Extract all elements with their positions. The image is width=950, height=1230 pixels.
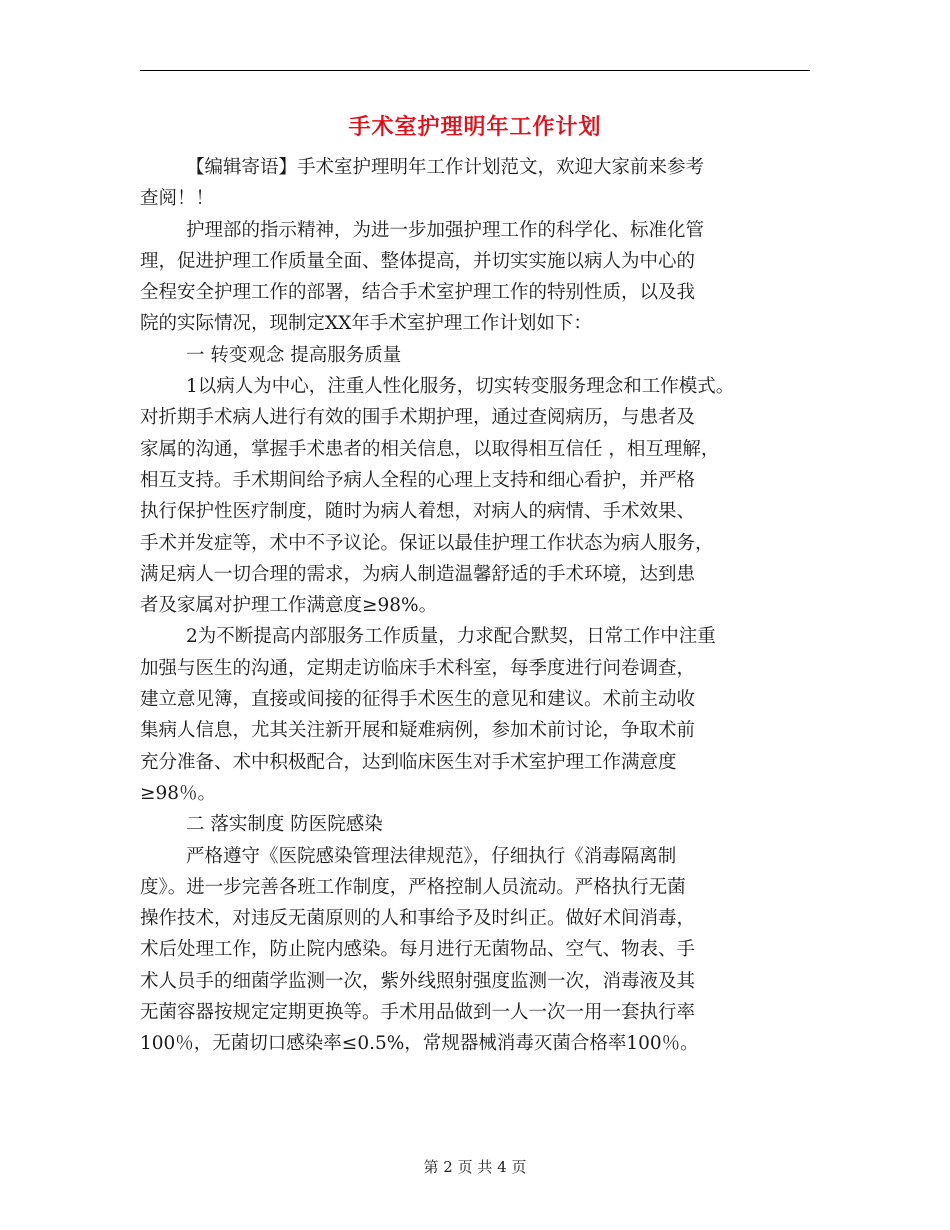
body-line: 无菌容器按规定定期更换等。手术用品做到一人一次一用一套执行率	[140, 1002, 696, 1024]
document-body	[140, 152, 830, 1060]
body-line: 者及家属对护理工作满意度≥98%。	[140, 595, 438, 617]
body-line: 执行保护性医疗制度，随时为病人着想，对病人的病情、手术效果、	[140, 501, 696, 523]
body-line: 充分准备、术中积极配合，达到临床医生对手术室护理工作满意度	[140, 751, 677, 773]
body-line: 理，促进护理工作质量全面、整体提高，并切实实施以病人为中心的	[140, 250, 696, 272]
body-line: 对折期手术病人进行有效的围手术期护理，通过查阅病历，与患者及	[140, 407, 696, 429]
body-line: 1以病人为中心，注重人性化服务，切实转变服务理念和工作模式。	[186, 376, 735, 398]
body-line: 术后处理工作，防止院内感染。每月进行无菌物品、空气、物表、手	[140, 939, 696, 961]
body-line: 全程安全护理工作的部署，结合手术室护理工作的特别性质，以及我	[140, 282, 696, 304]
page-footer: 第 2 页 共 4 页	[423, 1158, 527, 1176]
body-line: 度》。进一步完善各班工作制度，严格控制人员流动。严格执行无菌	[140, 876, 686, 898]
body-line: 院的实际情况，现制定XX年手术室护理工作计划如下：	[140, 313, 592, 335]
body-line: ≥98％。	[140, 782, 217, 804]
body-line: 严格遵守《医院感染管理法律规范》，仔细执行《消毒隔离制	[186, 845, 677, 867]
header-rule	[140, 70, 810, 71]
body-line: 操作技术，对违反无菌原则的人和事给予及时纠正。做好术间消毒，	[140, 908, 696, 930]
body-line: 【编辑寄语】手术室护理明年工作计划范文，欢迎大家前来参考	[186, 157, 705, 178]
body-line: 满足病人一切合理的需求，为病人制造温馨舒适的手术环境，达到患	[140, 563, 696, 585]
section-heading: 二 落实制度 防医院感染	[186, 814, 383, 836]
document-title: 手术室护理明年工作计划	[348, 114, 602, 140]
body-line: 相互支持。手术期间给予病人全程的心理上支持和细心看护，并严格	[140, 469, 696, 491]
body-line: 集病人信息，尤其关注新开展和疑难病例，参加术前讨论，争取术前	[140, 720, 696, 742]
body-line: 家属的沟通，掌握手术患者的相关信息，以取得相互信任 ，相互理解，	[140, 438, 720, 460]
body-line: 2为不断提高内部服务工作质量，力求配合默契，日常工作中注重	[186, 626, 716, 648]
body-line: 护理部的指示精神，为进一步加强护理工作的科学化、标准化管	[186, 219, 705, 241]
section-heading: 一 转变观念 提高服务质量	[186, 344, 402, 366]
body-line: 术人员手的细菌学监测一次，紫外线照射强度监测一次，消毒液及其	[140, 970, 696, 992]
body-line: 查阅！！	[140, 188, 215, 210]
body-line: 加强与医生的沟通，定期走访临床手术科室，每季度进行问卷调查，	[140, 657, 696, 679]
body-line: 100％，无菌切口感染率≤0.5%，常规器械消毒灭菌合格率100％。	[140, 1033, 699, 1055]
body-line: 手术并发症等，术中不予议论。保证以最佳护理工作状态为病人服务，	[140, 532, 714, 554]
body-line: 建立意见簿，直接或间接的征得手术医生的意见和建议。术前主动收	[140, 689, 696, 711]
